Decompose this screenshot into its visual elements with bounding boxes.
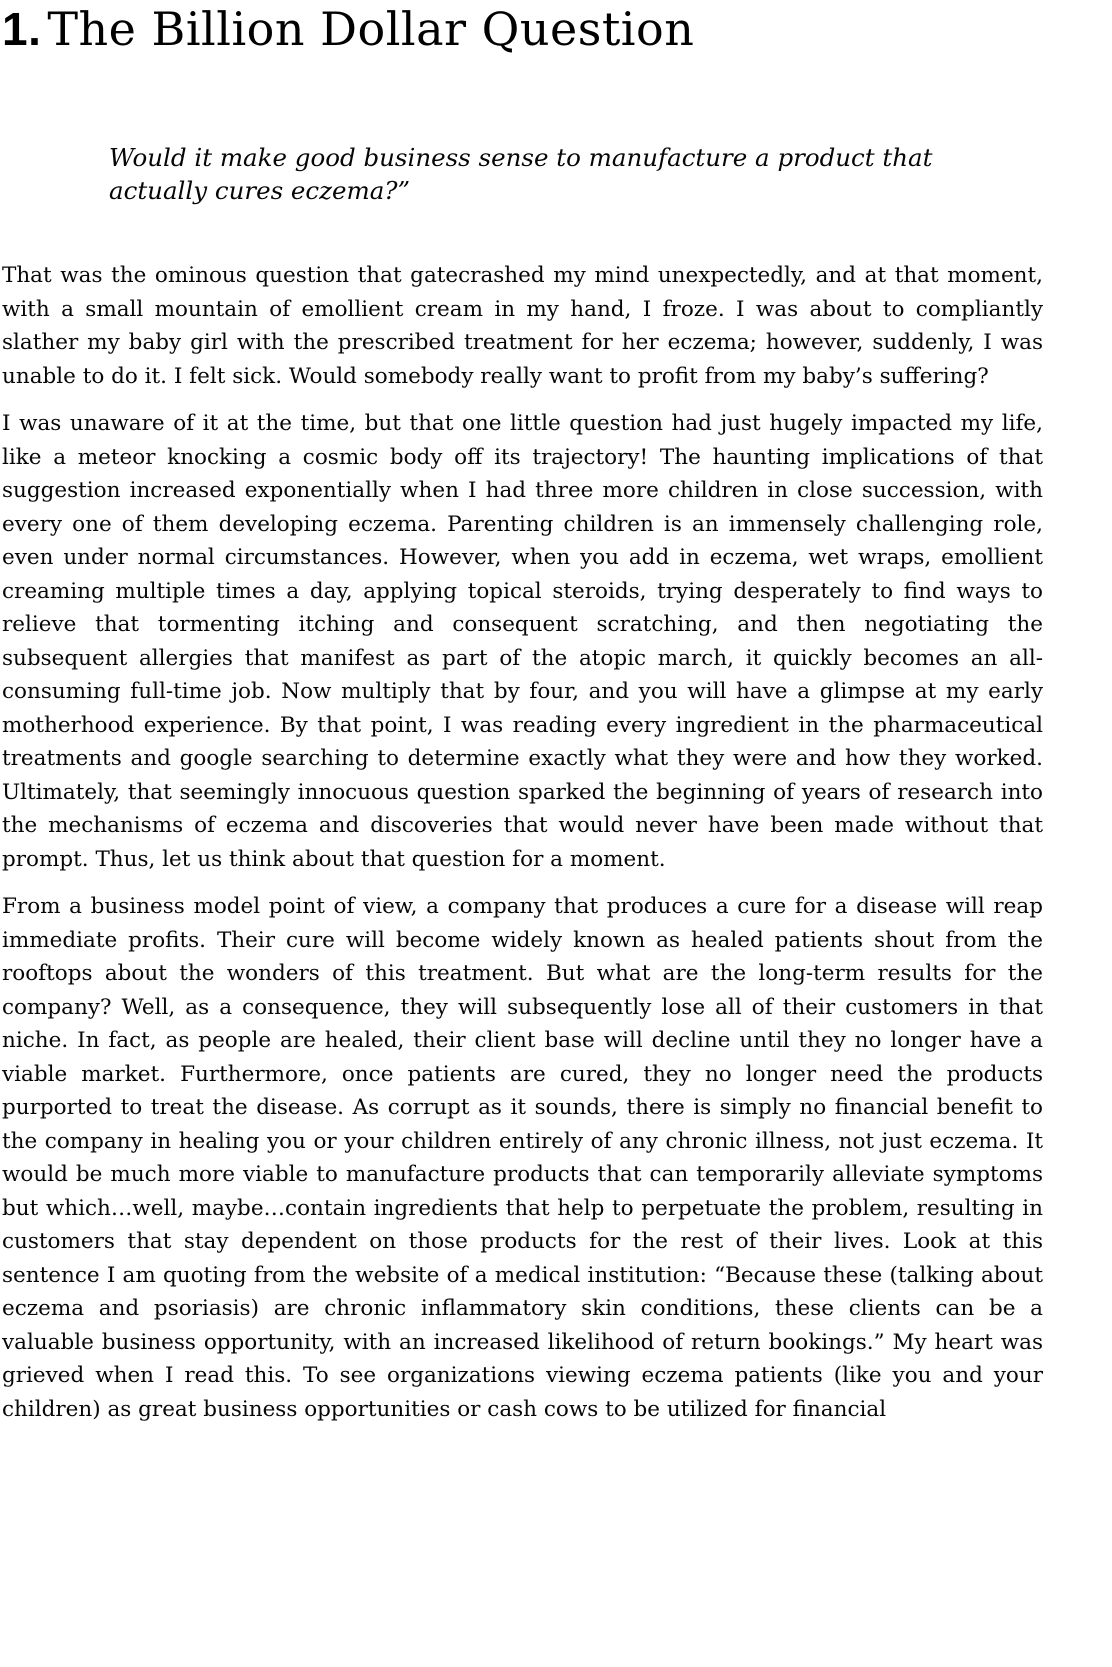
chapter-heading (2, 2, 1043, 57)
chapter-number: 1. (2, 3, 42, 55)
body-paragraph-1: That was the ominous question that gatecrashed my mind unexpectedly, and at that moment, with a small mountain of emollient cream in my hand, I froze. I was about to compliantly slather my baby girl with the prescribed treatment for her eczema; however, suddenly, I was unable to do it. I felt sick. Would somebody really want to profit from my baby’s suffering? (2, 263, 1043, 389)
body-paragraph-2: I was unaware of it at the time, but that one little question had just hugely impacted my life, like a meteor knocking a cosmic body off its trajectory! The haunting implications of that suggestion increased exponentially when I had three more children in close succession, with every one of them developing eczema. Parenting children is an immensely challenging role, even under normal circumstances. However, when you add in eczema, wet wraps, emollient creaming multiple times a day, applying topical steroids, trying desperately to find ways to relieve that tormenting itching and consequent scratching, and then negotiating the subsequent allergies that manifest as part of the atopic march, it quickly becomes an all-consuming full-time job. Now multiply that by four, and you will have a glimpse at my early motherhood experience. By that point, I was reading every ingredient in the pharmaceutical treatments and google searching to determine exactly what they were and how they worked. Ultimately, that seemingly innocuous question sparked the beginning of years of research into the mechanisms of eczema and discoveries that would never have been made without that prompt. Thus, let us think about that question for a moment. (2, 411, 1043, 872)
chapter-title: The Billion Dollar Question (47, 2, 695, 56)
body-paragraph-3: From a business model point of view, a company that produces a cure for a disease will reap immediate profits. Their cure will become widely known as healed patients shout from the rooftops about the wonders of this treatment. But what are the long-term results for the company? Well, as a consequence, they will subsequently lose all of their customers in that niche. In fact, as people are healed, their client base will decline until they no longer have a viable market. Furthermore, once patients are cured, they no longer need the products purported to treat the disease. As corrupt as it sounds, there is simply no financial benefit to the company in healing you or your children entirely of any chronic illness, not just eczema. It would be much more viable to manufacture products that can temporarily alleviate symptoms but which…well, maybe…contain ingredients that help to perpetuate the problem, resulting in customers that stay dependent on those products for the rest of their lives. Look at this sentence I am quoting from the website of a medical institution: “Because these (talking about eczema and psoriasis) are chronic inflammatory skin conditions, these clients can be a valuable business opportunity, with an increased likelihood of return bookings.” My heart was grieved when I read this. To see organizations viewing eczema patients (like you and your children) as great business opportunities or cash cows to be utilized for financial (2, 894, 1043, 1422)
epigraph-quote: Would it make good business sense to manufacture a product that actually cures eczema?” (109, 143, 933, 206)
